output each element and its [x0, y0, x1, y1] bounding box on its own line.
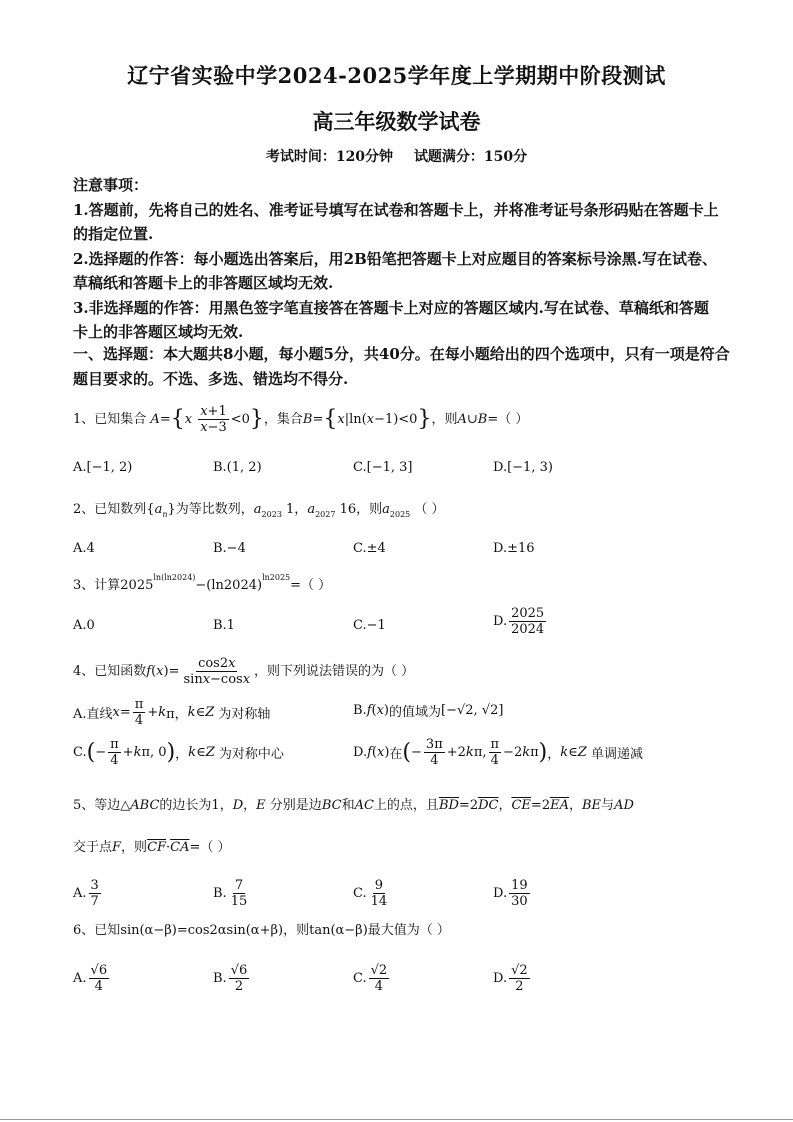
- q4-option-b: B. f ( x ) 的值域为 [−√2, √2]: [353, 703, 504, 720]
- q4-options-ab: [73, 697, 733, 735]
- exam-subtitle: 高三年级数学试卷: [312, 109, 481, 134]
- q5-option-c: C. $\frac{9}{14}$: [353, 878, 388, 909]
- q2-stem: 2、已知数列: [73, 502, 147, 517]
- q5-blank: （ ）: [200, 840, 231, 855]
- q3-options: [73, 606, 733, 648]
- exam-score: 试题满分：150分: [413, 149, 528, 165]
- q2-blank: （ ）: [414, 502, 445, 517]
- q4-end: ，则下列说法错误的为（ ）: [254, 664, 415, 679]
- question-4: 4、已知函数f(x)= $\frac{\cos 2x}{\sin x-\cos x}$ ，则下列说法错误的为（ ）: [73, 656, 415, 687]
- q5-option-a: A. $\frac{3}{7}$: [73, 878, 99, 909]
- section-heading: 一、选择题：本大题共8小题，每小题5分，共40分。在每小题给出的四个选项中，只有一项是符合题目要求的。不选、多选、错选均不得分.: [73, 345, 730, 388]
- note-item: 1.答题前，先将自己的姓名、准考证号填写在试卷和答题卡上，并将准考证号条形码贴在答题卡上的指定位置.: [73, 200, 719, 243]
- q3-option-c: C.−1: [353, 618, 386, 633]
- q6-option-a: A. $\frac{√6}{4}$: [73, 963, 108, 994]
- note-item: 3.非选择题的作答：用黑色签字笔直接答在答题卡上对应的答题区域内.写在试卷、草稿纸和答题卡上的非答题区域均无效.: [73, 298, 709, 341]
- notes: [73, 173, 723, 345]
- q4-option-a: A.直线 x = $\frac{\pi}{4}$ + k π， k ∈ Z 为对称轴: [73, 697, 271, 728]
- q2-option-a: A.4: [73, 541, 95, 556]
- q6-stem: 6、已知: [73, 923, 121, 938]
- question-1: 1、已知集合 A={x $\frac{x+1}{x-3}$ <0}，集合B={x|ln(x−1)<0}，则A∪B=（ ）: [73, 404, 529, 435]
- q1-mid: ，集合: [263, 412, 303, 427]
- q1-option-d: D.[−1, 3): [493, 460, 553, 475]
- q6-options: [73, 963, 733, 1003]
- question-5-line2: 交于点F，则$\overline{CF}\cdot\overline{CA}=$（ ）: [73, 840, 231, 855]
- q5-option-b: B. $\frac{7}{15}$: [213, 878, 248, 909]
- exam-time: 考试时间：120分钟: [265, 149, 394, 165]
- note-item: 2.选择题的作答：每小题选出答案后，用2B铅笔把答题卡上对应题目的答案标号涂黑.写在试卷、草稿纸和答题卡上的非答题区域均无效.: [73, 249, 718, 292]
- q5-options: [73, 878, 733, 916]
- q2-end: ，则: [356, 502, 383, 517]
- q1-end: ，则: [431, 412, 458, 427]
- q2-option-d: D.±16: [493, 541, 535, 556]
- q2-mid: 为等比数列，: [175, 502, 254, 517]
- q4-stem: 4、已知函数: [73, 664, 147, 679]
- q2-option-c: C.±4: [353, 541, 386, 556]
- q3-option-d: D. $\frac{2025}{2024}$: [493, 606, 545, 637]
- q4-option-d: D. f ( x ) 在 ( − $\frac{3\pi}{4}$ +2 k π, $\frac{\pi}{4}$ −2 k π ) ， k ∈ Z 单调递减: [353, 737, 643, 768]
- q3-option-b: B.1: [213, 618, 235, 633]
- exam-meta: [0, 146, 793, 166]
- q3-option-a: A.0: [73, 618, 95, 633]
- q1-option-b: B.(1, 2): [213, 460, 262, 475]
- q4-options-cd: [73, 737, 733, 777]
- q4-option-c: C. ( − $\frac{\pi}{4}$ + k π, 0 ) ， k ∈ Z 为对称中心: [73, 737, 284, 768]
- question-5: 5、等边△ABC的边长为1，D，E 分别是边BC和AC上的点，且$\overline{BD}=2\overline{DC}$，$\overline{CE}=2\overline{EA}$，BE与AD: [73, 798, 634, 813]
- question-6: 6、已知sin(α−β)=cos2αsin(α+β)，则tan(α−β)最大值为（ ）: [73, 923, 450, 938]
- q2-option-b: B.−4: [213, 541, 246, 556]
- page-bottom-rule: [0, 1119, 793, 1120]
- notes-heading: 注意事项：: [73, 176, 149, 194]
- q6-option-b: B. $\frac{√6}{2}$: [213, 963, 248, 994]
- q5-stem: 5、等边: [73, 798, 121, 813]
- question-3: 3、计算$2025^{ln(ln2024)}-(\ln 2024)^{ln2025}=$（ ）: [73, 573, 332, 593]
- q6-option-d: D. $\frac{√2}{2}$: [493, 963, 528, 994]
- q1-blank: （ ）: [498, 412, 529, 427]
- exam-title: 辽宁省实验中学2024-2025学年度上学期期中阶段测试: [127, 63, 666, 88]
- q1-stem: 1、已知集合: [73, 412, 147, 427]
- q1-option-a: A.[−1, 2): [73, 460, 133, 475]
- q1-option-c: C.[−1, 3]: [353, 460, 413, 475]
- q3-stem: 3、计算: [73, 578, 121, 593]
- q3-blank: （ ）: [301, 578, 332, 593]
- q6-option-c: C. $\frac{√2}{4}$: [353, 963, 388, 994]
- question-2: 2、已知数列$\{a_n\}$为等比数列，$a_{2023}$ 1，$a_{2027}$ 16，则$a_{2025}$ （ ）: [73, 502, 445, 519]
- q5-option-d: D. $\frac{19}{30}$: [493, 878, 528, 909]
